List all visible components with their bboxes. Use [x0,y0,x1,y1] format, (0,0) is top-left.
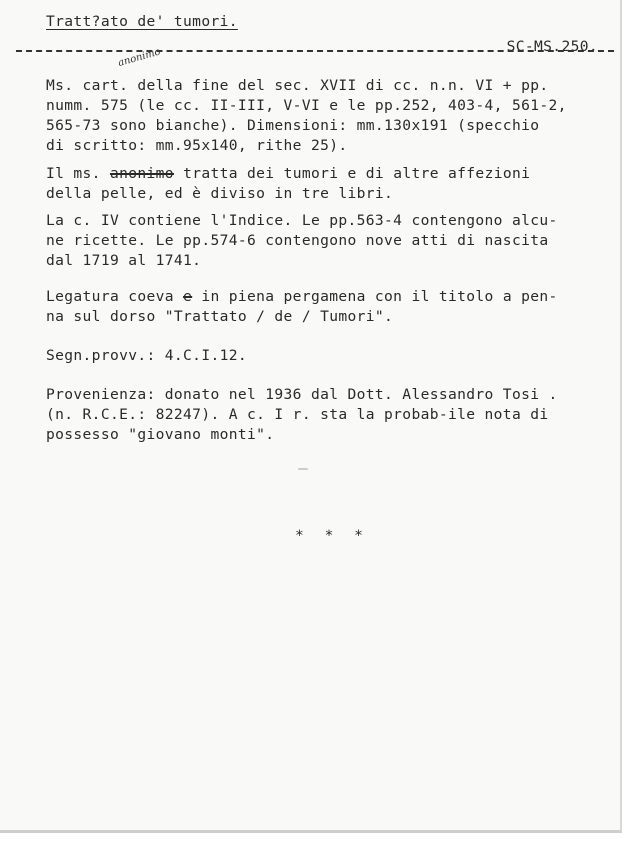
binding-paragraph [46,287,558,327]
provenance-paragraph [46,385,558,445]
dashed-divider [16,50,614,52]
contents-line: La c. IV contiene l'Indice. Le pp.563-4 contengono alcu- [46,212,558,229]
card-title: Tratt?ato de' tumori. [46,13,238,30]
provenance-line: (n. R.C.E.: 82247). A c. I r. sta la probab-ile nota di [46,406,549,423]
binding-text: in piena pergamena con il titolo a pen- [192,288,558,305]
provenance-line: possesso "giovano monti". [46,426,275,443]
struck-word: anonimo [109,165,174,182]
ink-smudge [298,468,308,470]
description-line: di scritto: mm.95x140, rithe 25). [46,137,348,154]
description-paragraph [46,76,567,156]
contents-paragraph [46,211,558,271]
binding-line: na sul dorso "Trattato / de / Tumori". [46,308,394,325]
subject-paragraph [46,164,530,204]
subject-prefix: Il ms. [46,165,110,182]
handwritten-annotation: anonimo [116,46,162,69]
struck-letter: e [183,288,193,305]
description-line: numm. 575 (le cc. II-III, V-VI e le pp.252, 403-4, 561-2, [46,97,567,114]
contents-line: dal 1719 al 1741. [46,252,202,269]
subject-line [46,164,530,184]
binding-text: Legatura coeva [46,288,184,305]
description-line: 565-73 sono bianche). Dimensioni: mm.130x191 (specchio [46,117,540,134]
subject-rest: tratta dei tumori e di altre affezioni [173,165,531,182]
contents-line: ne ricette. Le pp.574-6 contengono nove atti di nascita [46,232,549,249]
shelfmark: SC-MS.250. [506,38,598,55]
provenance-line: Provenienza: donato nel 1936 dal Dott. Alessandro Tosi . [46,386,558,403]
subject-line: della pelle, ed è diviso in tre libri. [46,185,394,202]
binding-line [46,287,558,307]
segnatura-line: Segn.provv.: 4.C.I.12. [46,347,247,364]
description-line: Ms. cart. della fine del sec. XVII di cc. n.n. VI + pp. [46,77,549,94]
end-mark: * * * [295,527,369,544]
